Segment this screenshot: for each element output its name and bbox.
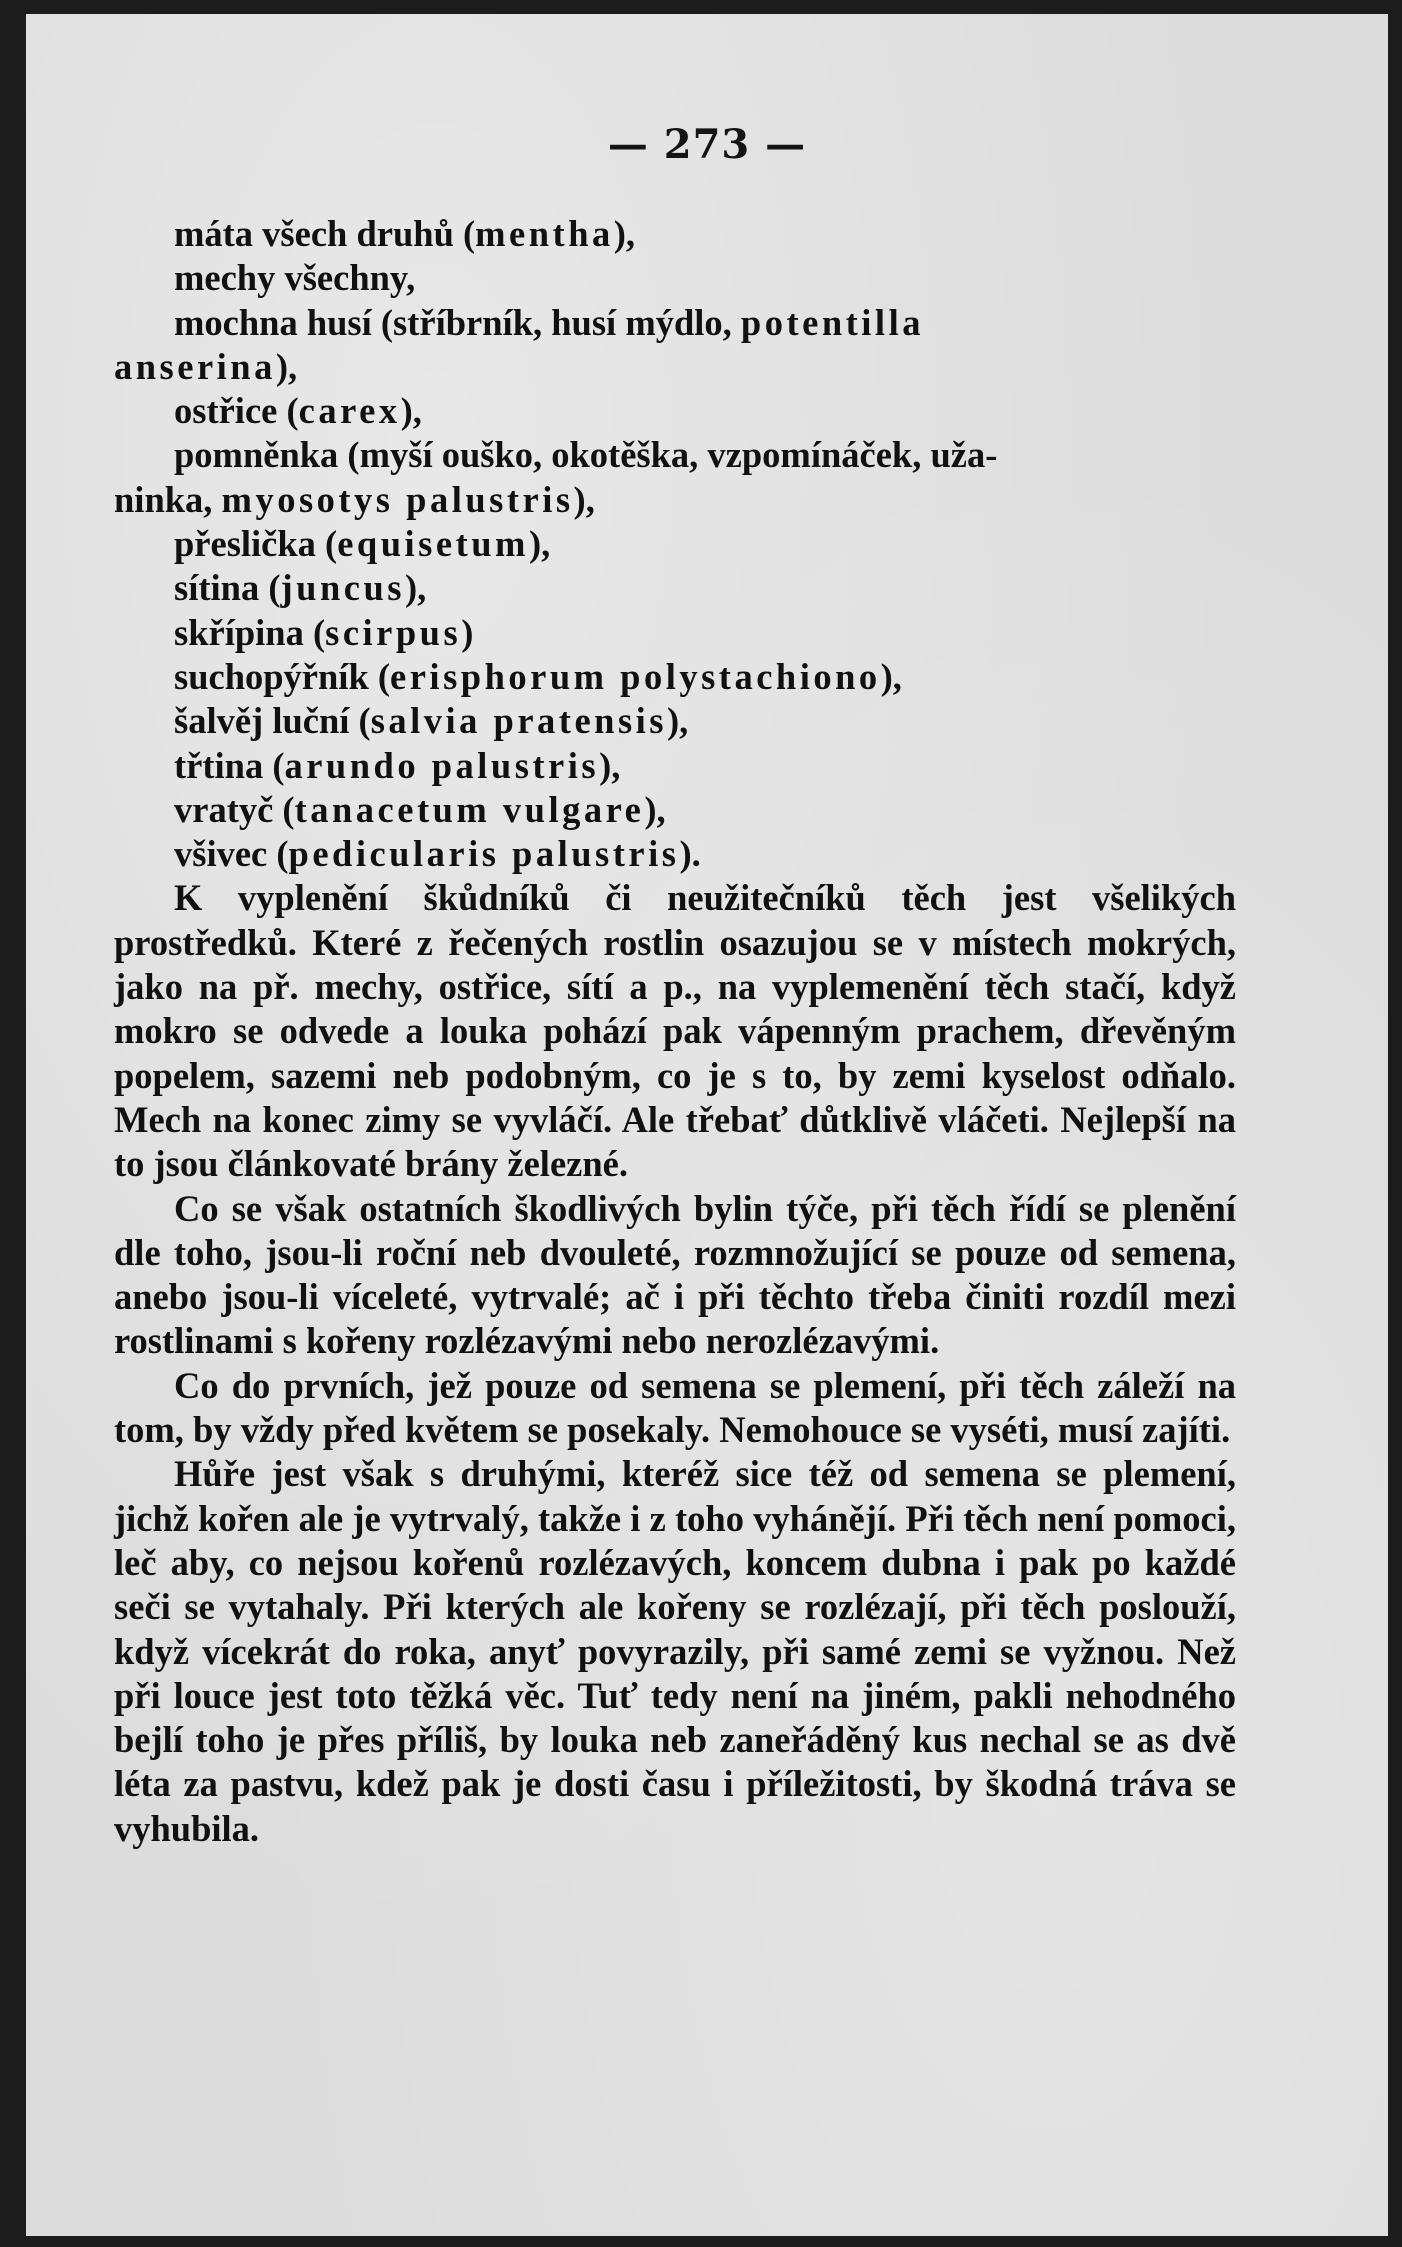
list-item: vratyč (tanacetum vulgare), (174, 788, 666, 830)
list-item: ostřice (carex), (174, 390, 422, 432)
list-item: třtina (arundo palustris), (174, 744, 621, 786)
list-item: máta všech druhů (mentha), (174, 213, 636, 254)
list-item: suchopýřník (erisphorum polystachiono), (174, 655, 902, 697)
list-item-continuation: ninka, myosotys palustris), (114, 478, 595, 520)
latin-name: juncus (280, 567, 405, 609)
list-item: pomněnka (myší ouško, okotěška, vzpomínáček, uža- (174, 434, 998, 476)
latin-name: equisetum (337, 523, 529, 565)
latin-name: scirpus (325, 611, 462, 653)
latin-name: pedicularis palustris (288, 833, 680, 875)
paragraph: Hůře jest však s druhými, kteréž sice též od semena se plemení, jichž kořen ale je vytrvalý, takže i z toho vyhánějí. Při těch není pomoci, leč aby, co nejsou kořenů rozlézavých, koncem dubna i pak po každé seči se vytahaly. Při kterých ale kořeny se rozlézají, při těch poslouží, když vícekrát do roka, anyť povyrazily, při samé zemi se vyžnou. Než při louce jest toto těžká věc. Tuť tedy není na jiném, pakli nehodného bejlí toho je přes příliš, by louka neb zaneřáděný kus nechal se as dvě léta za pastvu, kdež pak je dosti času i příležitosti, by škodná tráva se vyhubila. (114, 1453, 1236, 1849)
list-item: mechy všechny, (174, 257, 416, 299)
latin-name: myosotys palustris (221, 478, 574, 520)
list-item: všivec (pedicularis palustris). (174, 833, 701, 875)
latin-name: carex (298, 390, 401, 432)
book-page (26, 14, 1388, 2236)
list-item: šalvěj luční (salvia pratensis), (174, 700, 689, 742)
latin-name: salvia pratensis (370, 700, 668, 742)
list-item: skřípina (scirpus) (174, 611, 474, 653)
latin-name: tanacetum vulgare (294, 788, 645, 830)
paragraph: Co do prvních, jež pouze od semena se plemení, při těch záleží na tom, by vždy před květem se posekaly. Nemohouce se vyséti, musí zajíti. (114, 1364, 1236, 1451)
page-number: — 273 — (607, 121, 807, 168)
paragraph: Co se však ostatních škodlivých bylin týče, při těch řídí se plenění dle toho, jsou-li roční neb dvouleté, rozmnožující se pouze od semena, anebo jsou-li víceleté, vytrvalé; ač i při těchto třeba činiti rozdíl mezi rostlinami s kořeny rozlézavými nebo nerozlézavými. (114, 1187, 1236, 1362)
paragraph: K vyplenění škůdníků či neužitečníků těch jest všelikých prostředků. Které z řečených rostlin osazujou se v místech mokrých, jako na př. mechy, ostřice, sítí a p., na vyplemenění těch stačí, když mokro se odvede a louka pohází pak vápenným prachem, dřevěným popelem, sazemi neb podobným, co je s to, by zemi kyselost odňalo. Mech na konec zimy se vyvláčí. Ale třebať důtklivě vláčeti. Nejlepší na to jsou článkovaté brány železné. (114, 877, 1236, 1185)
page-body (114, 212, 1236, 1851)
latin-name: erisphorum polystachiono (390, 655, 881, 697)
list-item: sítina (juncus), (174, 567, 427, 609)
latin-name: mentha (475, 213, 614, 254)
list-item: přeslička (equisetum), (174, 523, 551, 565)
list-item: mochna husí (stříbrník, husí mýdlo, potentilla (174, 301, 924, 343)
latin-name: potentilla (740, 301, 924, 343)
list-item-continuation: anserina), (114, 345, 298, 387)
latin-name: anserina (114, 345, 276, 387)
latin-name: arundo palustris (284, 744, 600, 786)
